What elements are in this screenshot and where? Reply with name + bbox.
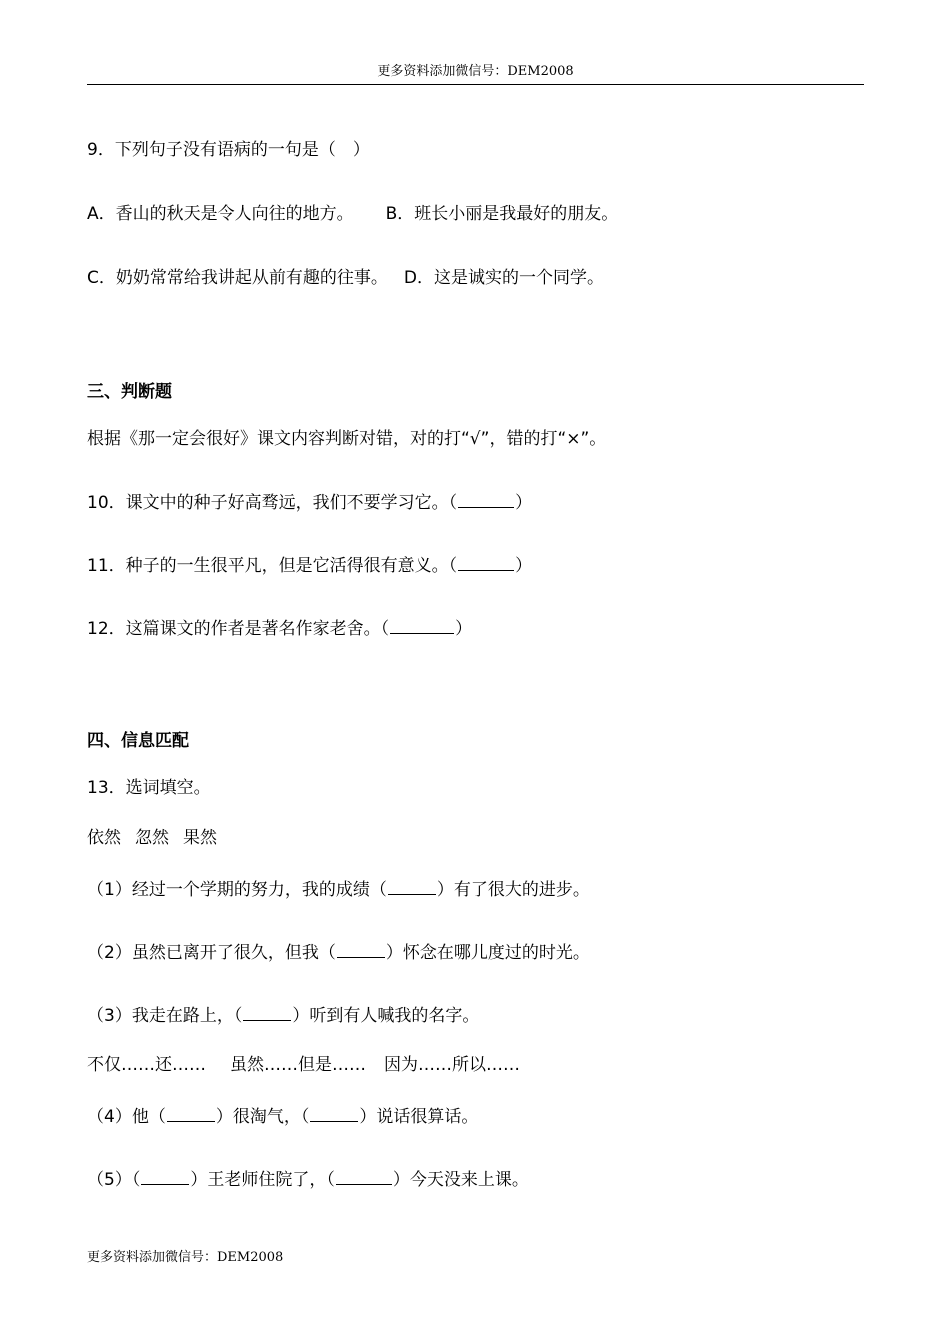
question-13-stem: 13．选词填空。 [87,778,211,798]
page-header: 更多资料添加微信号：DEM2008 [87,62,864,85]
answer-blank[interactable] [141,1167,189,1185]
answer-blank[interactable] [458,490,514,508]
sentence-4-mid: ）很淘气，（ [215,1107,310,1127]
option-b: B．班长小丽是我最好的朋友。 [385,204,619,224]
option-d: D．这是诚实的一个同学。 [403,268,604,288]
answer-blank[interactable] [337,940,385,958]
word-bank-1 [87,826,217,850]
question-12-text: 12．这篇课文的作者是著名作家老舍。（ [87,619,390,639]
sentence-2-post: ）怀念在哪儿度过的时光。 [385,943,590,963]
question-9-stem: 9．下列句子没有语病的一句是（ ） [87,140,370,160]
sentence-4 [87,1104,478,1129]
sentence-2 [87,940,590,965]
sentence-1-post: ）有了很大的进步。 [436,880,590,900]
section-3-title: 三、判断题 [87,382,172,402]
section-3-instruction: 根据《那一定会很好》课文内容判断对错，对的打“√”，错的打“×”。 [87,429,607,449]
sentence-4-pre: （4）他（ [87,1107,166,1127]
sentence-5-pre: （5）（ [87,1170,141,1190]
answer-blank[interactable] [167,1104,215,1122]
word-option: 果然 [183,828,217,848]
question-12-close: ） [455,619,473,639]
answer-blank[interactable] [390,616,454,634]
word-bank-2 [87,1053,520,1077]
answer-blank[interactable] [336,1167,392,1185]
section-4-title: 四、信息匹配 [87,731,189,751]
page-footer: 更多资料添加微信号：DEM2008 [87,1250,284,1265]
answer-blank[interactable] [310,1104,358,1122]
word-option: 依然 [87,828,121,848]
sentence-1 [87,877,590,902]
answer-blank[interactable] [458,553,514,571]
question-11-close: ） [515,556,533,576]
question-11 [87,553,532,578]
answer-blank[interactable] [243,1003,291,1021]
word-option: 不仅……还…… [87,1055,206,1075]
option-a: A．香山的秋天是令人向往的地方。 [87,204,354,224]
sentence-5 [87,1167,529,1192]
word-option: 因为……所以…… [384,1055,520,1075]
question-10-close: ） [515,493,533,513]
answer-blank[interactable] [388,877,436,895]
sentence-1-pre: （1）经过一个学期的努力，我的成绩（ [87,880,387,900]
sentence-2-pre: （2）虽然已离开了很久，但我（ [87,943,336,963]
sentence-3-post: ）听到有人喊我的名字。 [292,1006,480,1026]
question-12 [87,616,472,641]
sentence-5-post: ）今天没来上课。 [392,1170,529,1190]
question-9-options-row-1 [87,202,618,226]
sentence-3-pre: （3）我走在路上，（ [87,1006,243,1026]
word-option: 忽然 [135,828,169,848]
question-9-options-row-2 [87,266,604,290]
question-10 [87,490,532,515]
sentence-5-mid: ）王老师住院了，（ [190,1170,335,1190]
question-10-text: 10．课文中的种子好高骛远，我们不要学习它。（ [87,493,458,513]
question-11-text: 11．种子的一生很平凡，但是它活得很有意义。（ [87,556,458,576]
sentence-4-post: ）说话很算话。 [359,1107,479,1127]
option-c: C．奶奶常常给我讲起从前有趣的往事。 [87,268,388,288]
sentence-3 [87,1003,479,1028]
word-option: 虽然……但是…… [230,1055,366,1075]
